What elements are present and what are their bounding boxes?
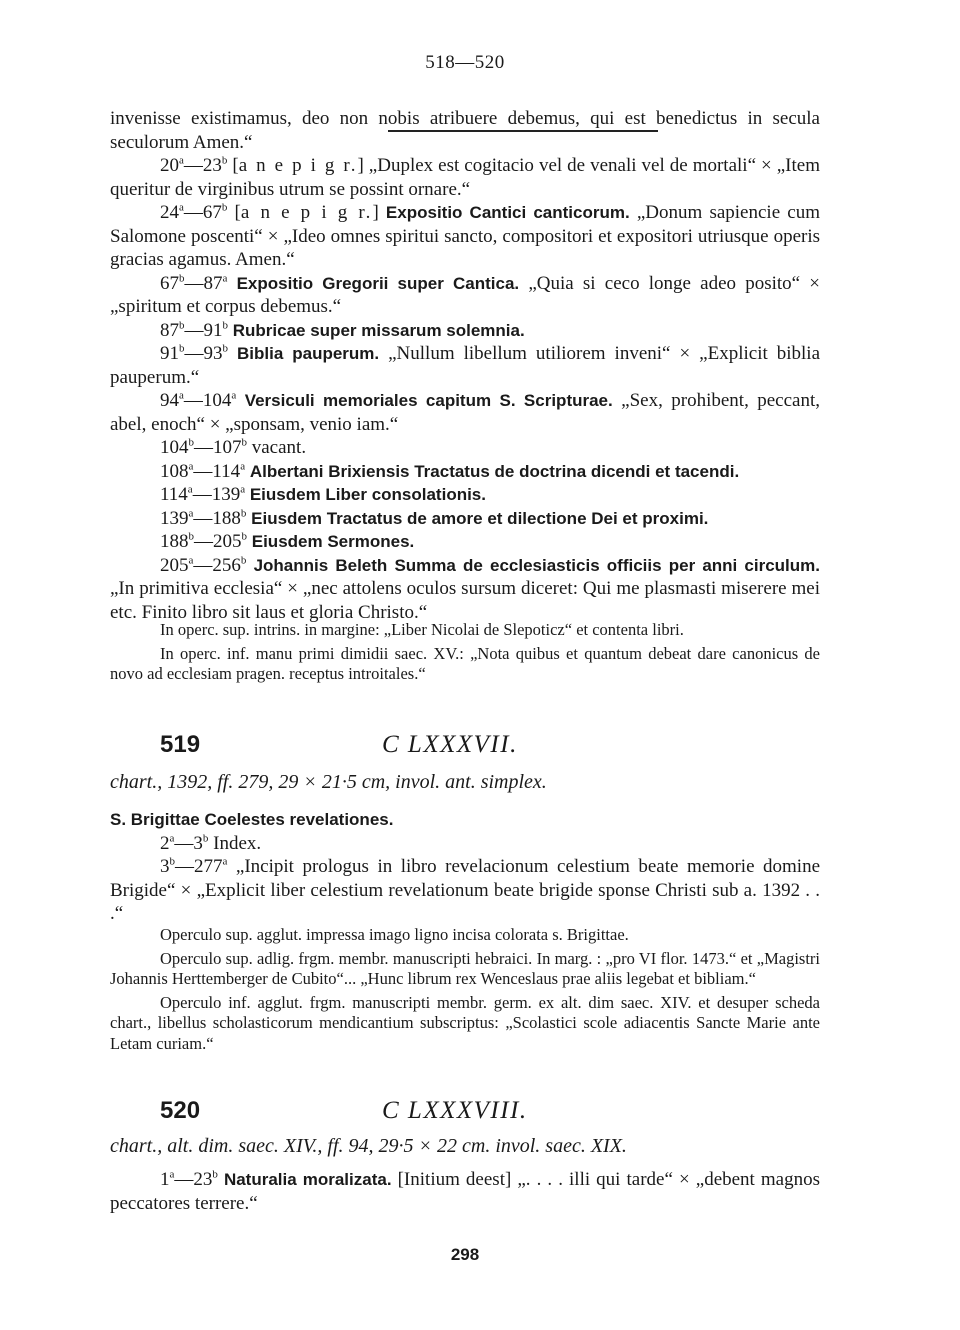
item-text: „Incipit prologus in libro revelacionum celestium beate memorie domine Brigide“ × „Explicit liber celestium revelationum beate brigide sponse Christi sub a. 1392 . . .“ [110,856,821,924]
item-title: Albertani Brixiensis Tractatus de doctrina dicendi et tacendi. [249,461,740,481]
folio-start: 91 [160,343,179,364]
entry-519-text [110,808,820,926]
folio-start: 87 [160,319,179,341]
folio-item: 205$^a$—256$^b$ Johannis Beleth Summa de ecclesiasticis officiis per anni circulum. „In primitiva ecclesia“ × „nec attolens oculos sursum diceret: Qui me plasmasti miserere mei etc. Finito libro sit laus et gloria Christo.“ [110,554,821,623]
item-title: Eiusdem Tractatus de amore et dilectione Dei et proximi. [251,508,709,528]
folio-start: 104 [160,437,189,458]
folio-end: 256 [212,554,241,576]
folio-side: b [212,1168,218,1181]
header-range: 518—520 [425,52,505,73]
folio-end: 104 [202,390,232,411]
item-text: vacant. [251,437,307,458]
folio-side: b [202,832,209,845]
folio-end: 139 [211,484,241,505]
item-text: „Quia si ceco longe adeo posito“ × „spiritum et corpus debemus.“ [110,272,821,317]
folio-item: 91$^b$—93$^b$ Biblia pauperum. „Nullum libellum utiliorem inveni“ × „Explicit biblia pauperum.“ [110,342,820,388]
item-text: ] „Duplex est cogitacio vel de venali vel de mortali“ × „Item queritur de virginibus utrum se possint ornare.“ [110,155,820,200]
folio-end: 87 [203,272,223,294]
folio-side: a [188,460,194,473]
folio-start: 2 [160,832,170,854]
bracket: [ [232,155,239,176]
folio-start: 67 [160,272,179,294]
folio-side: a [179,201,184,214]
folio-item: 139$^a$—188$^b$ Eiusdem Tractatus de amore et dilectione Dei et proximi. [160,507,709,529]
folio-side: a [169,1168,175,1181]
folio-item: 3$^b$—277$^a$ „Incipit prologus in libro revelacionum celestium beate memorie domine Brigide“ × „Explicit liber celestium revelationum beate brigide sponse Christi sub a. 1392 . . .“ [110,855,821,924]
folio-side: b [222,342,228,355]
folio-end: 107 [213,437,242,458]
item-text: „In primitiva ecclesia“ × „nec attolens oculos sursum diceret: Qui me plasmasti miserere mei etc. Finito libro sit laus et gloria Christo.“ [110,578,820,623]
folio-start: 3 [160,856,170,877]
page [110,0,820,1330]
folio-end: 3 [193,832,203,854]
folio-end: 23 [202,155,222,176]
folio-side: b [169,855,175,868]
item-title: Rubricae super missarum solemnia. [232,320,525,340]
folio-start: 24 [160,202,179,223]
folio-item: 104$^b$—107$^b$ vacant. [160,436,307,458]
folio-item: 108$^a$—114$^a$ Albertani Brixiensis Tractatus de doctrina dicendi et tacendi. [160,460,740,482]
folio-side: a [188,507,194,520]
anepigr-label: a n e p i g r. [240,202,373,223]
item-title: Expositio Gregorii super Cantica. [236,273,520,293]
continuation-text: invenisse existimamus, deo non nobis atribuere debemus, qui est benedictus in secula seculorum Amen.“ [110,108,820,153]
folio-end: 91 [203,319,223,341]
folio-side: b [240,554,247,567]
folio-side: a [222,272,228,285]
page-number: 298 [450,1245,480,1264]
folio-start: 139 [160,507,189,529]
folio-item: 20$^a$—23$^b$ [a n e p i g r.] „Duplex est cogitacio vel de venali vel de mortali“ × „Item queritur de virginibus utrum se possint ornare.“ [110,154,820,200]
folio-side: a [188,554,194,567]
item-text: ] [372,202,386,223]
folio-start: 94 [160,390,179,411]
folio-start: 20 [160,155,179,176]
entry-518-text [110,107,820,624]
folio-side: b [179,342,185,355]
folio-side: a [240,460,246,473]
folio-side: a [222,855,228,868]
folio-side: b [179,272,185,285]
entry-519-heading [110,731,820,771]
note: In operc. sup. intrins. in margine: „Liber Nicolai de Slepoticz“ et contenta libri. [160,620,684,639]
folio-side: a [179,154,184,167]
note: In operc. inf. manu primi dimidii saec. XV.: „Nota quibus et quantum debeat dare canonicus de novo ad ecclesiam pragen. receptus introitales.“ [110,643,820,683]
folio-side: a [169,832,175,845]
entry-519-notes [110,925,820,1054]
folio-side: b [240,507,247,520]
entry-519-description: chart., 1392, ff. 279, 29 × 21·5 cm, invol. ant. simplex. [110,771,547,793]
folio-side: b [179,319,185,332]
folio-side: b [241,436,247,449]
item-title: Naturalia moralizata. [223,1170,392,1189]
item-title: Biblia pauperum. [236,344,380,363]
folio-start: 114 [160,484,188,505]
folio-side: a [187,483,193,496]
catalog-number: 519 [160,731,201,758]
item-text: „Donum sapiencie cum Salomone poscenti“ × „Ideo omnes spiritui sancto, compositori et expositori utriusque operis gracias agamus. Amen.“ [110,202,820,270]
folio-end: 23 [193,1169,213,1190]
catalog-roman-numeral: C LXXXVIII. [382,1097,528,1124]
item-title: Eiusdem Sermones. [251,532,415,551]
folio-side: b [222,319,228,332]
entry-518-notes [110,620,820,685]
entry-520-heading [110,1097,820,1137]
item-text: [Initium deest] „. . . . illi qui tarde“ × „debent magnos peccatores terrere.“ [110,1169,820,1214]
item-text: „Nullum libellum utiliorem inveni“ × „Explicit biblia pauperum.“ [110,343,820,388]
running-header [110,52,820,79]
folio-item: 94$^a$—104$^a$ Versiculi memoriales capitum S. Scripturae. „Sex, prohibent, peccant, abel, enoch“ × „sponsam, venio iam.“ [110,389,821,435]
folio-end: 188 [212,507,241,529]
note: Operculo sup. agglut. impressa imago ligno incisa colorata s. Brigittae. [160,925,629,944]
item-text: „Sex, prohibent, peccant, abel, enoch“ × „sponsam, venio iam.“ [110,390,821,435]
item-text: Index. [213,832,262,854]
folio-start: 1 [160,1169,170,1190]
anepigr-label: a n e p i g r. [238,155,358,176]
folio-item: 67$^b$—87$^a$ Expositio Gregorii super Cantica. „Quia si ceco longe adeo posito“ × „spiritum et corpus debemus.“ [110,272,821,317]
folio-side: b [241,530,247,543]
entry-520-text [110,1168,820,1215]
catalog-number: 520 [160,1097,201,1124]
folio-start: 205 [160,554,189,576]
folio-side: b [221,201,228,214]
entry-520-description: chart., alt. dim. saec. XIV., ff. 94, 29·5 × 22 cm. invol. saec. XIX. [110,1135,627,1157]
folio-end: 205 [213,531,242,552]
folio-item: 1$^a$—23$^b$ Naturalia moralizata. [Initium deest] „. . . . illi qui tarde“ × „debent magnos peccatores terrere.“ [110,1168,820,1214]
work-title: S. Brigittae Coelestes revelationes. [110,810,394,829]
catalog-roman-numeral: C LXXXVII. [382,731,518,758]
folio-side: b [188,530,194,543]
folio-start: 188 [160,531,189,552]
folio-end: 114 [212,460,241,482]
item-title: Johannis Beleth Summa de ecclesiasticis officiis per anni circulum. [253,555,821,575]
folio-item: 87$^b$—91$^b$ Rubricae super missarum solemnia. [160,319,525,341]
folio-end: 67 [202,202,222,223]
folio-side: b [188,436,194,449]
item-title: Expositio Cantici canticorum. [385,203,630,222]
folio-item: 114$^a$—139$^a$ Eiusdem Liber consolationis. [160,483,486,505]
bracket: [ [234,202,241,223]
folio-end: 93 [203,343,223,364]
folio-side: a [240,483,246,496]
folio-item: 2$^a$—3$^b$ Index. [160,832,262,854]
item-title: Versiculi memoriales capitum S. Scripturae. [244,391,613,410]
note: Operculo sup. adlig. frgm. membr. manuscripti hebraici. In marg. : „pro VI flor. 1473.“ et „Magistri Johannis Herttemberger de Cubito“... „Hunc librum rex Wenceslaus prae aliis legebat et bibliam.“ [110,948,820,988]
folio-item: 188$^b$—205$^b$ Eiusdem Sermones. [160,530,415,552]
folio-start: 108 [160,460,189,482]
folio-side: a [231,389,237,402]
note: Operculo inf. agglut. frgm. manuscripti membr. germ. ex alt. dim saec. XIV. et desuper scheda chart., libellus scholasticorum mendicantium subscriptus: „Scolastici scole adiacentis Sancte Marie ante Letam curiam.“ [110,992,820,1053]
folio-end: 277 [194,856,223,877]
folio-item: 24$^a$—67$^b$ [a n e p i g r.] Expositio Cantici canticorum. „Donum sapiencie cum Salomone poscenti“ × „Ideo omnes spiritui sancto, compositori et expositori utriusque operis gracias agamus. Amen.“ [110,201,820,270]
folio-side: b [221,154,228,167]
item-title: Eiusdem Liber consolationis. [249,485,486,504]
folio-side: a [179,389,184,402]
